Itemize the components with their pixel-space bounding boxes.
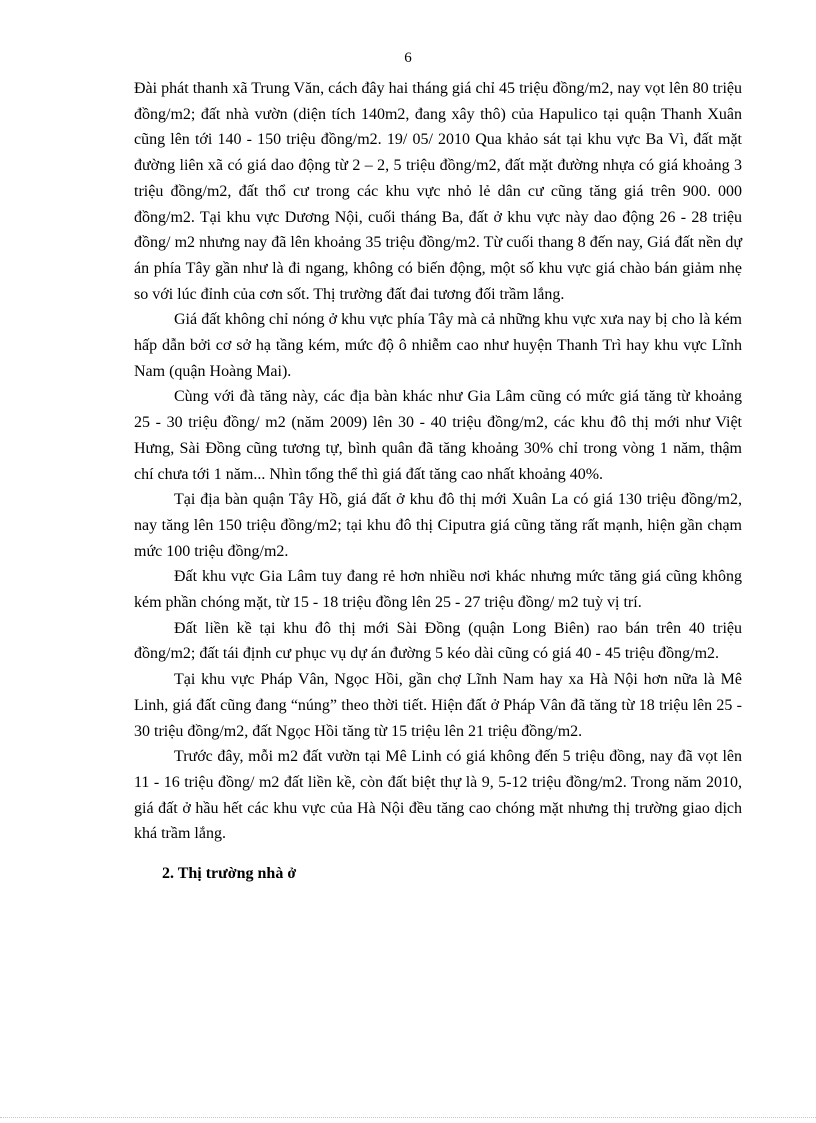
paragraph-1: Đài phát thanh xã Trung Văn, cách đây hai tháng giá chỉ 45 triệu đồng/m2, nay vọt lên 80 triệu đồng/m2; đất nhà vườn (diện tích 140m2, đang xây thô) của Hapulico tại quận Thanh Xuân cũng lên tới 140 - 150 triệu đồng/m2. 19/ 05/ 2010 Qua khảo sát tại khu vực Ba Vì, đất mặt đường liên xã có giá dao động từ 2 – 2, 5 triệu đồng/m2, đất mặt đường nhựa có giá khoảng 3 triệu đồng/m2, đất thổ cư trong các khu vực nhỏ lẻ dân cư cũng tăng giá trên 900. 000 đồng/m2. Tại khu vực Dương Nội, cuối tháng Ba, đất ở khu vực này dao động 26 - 28 triệu đồng/ m2 nhưng nay đã lên khoảng 35 triệu đồng/m2. Từ cuối thang 8 đến nay, Giá đất nền dự án phía Tây gần như là đi ngang, không có biến động, một số khu vực giá chào bán giảm nhẹ so với lúc đỉnh của cơn sốt. Thị trường đất đai tương đối trầm lắng. <box>134 80 742 303</box>
page-number: 6 <box>404 50 412 66</box>
paragraph-6: Đất liền kề tại khu đô thị mới Sài Đồng (quận Long Biên) rao bán trên 40 triệu đồng/m2; đất tái định cư phục vụ dự án đường 5 kéo dài cũng có giá 40 - 45 triệu đồng/m2. <box>134 619 742 663</box>
document-body <box>134 76 742 886</box>
paragraph-7: Tại khu vực Pháp Vân, Ngọc Hồi, gần chợ Lĩnh Nam hay xa Hà Nội hơn nữa là Mê Linh, giá đất cũng đang “núng” theo thời tiết. Hiện đất ở Pháp Vân đã tăng từ 18 triệu lên 25 - 30 triệu đồng/m2, đất Ngọc Hồi tăng từ 15 triệu lên 21 triệu đồng/m2. <box>134 671 742 740</box>
paragraph-8: Trước đây, mỗi m2 đất vườn tại Mê Linh có giá không đến 5 triệu đồng, nay đã vọt lên 11 - 16 triệu đồng/ m2 đất liền kề, còn đất biệt thự là 9, 5-12 triệu đồng/m2. Trong năm 2010, giá đất ở hầu hết các khu vực của Hà Nội đều tăng cao chóng mặt nhưng thị trường giao dịch khá trầm lắng. <box>134 748 742 843</box>
paragraph-2: Giá đất không chỉ nóng ở khu vực phía Tây mà cả những khu vực xưa nay bị cho là kém hấp dẫn bởi cơ sở hạ tầng kém, mức độ ô nhiễm cao như huyện Thanh Trì hay khu vực Lĩnh Nam (quận Hoàng Mai). <box>134 311 742 380</box>
page-bottom-divider <box>0 1117 816 1118</box>
paragraph-4: Tại địa bàn quận Tây Hồ, giá đất ở khu đô thị mới Xuân La có giá 130 triệu đồng/m2, nay tăng lên 150 triệu đồng/m2; tại khu đô thị Ciputra giá cũng tăng rất mạnh, hiện gần chạm mức 100 triệu đồng/m2. <box>134 491 742 560</box>
paragraph-5: Đất khu vực Gia Lâm tuy đang rẻ hơn nhiều nơi khác nhưng mức tăng giá cũng không kém phần chóng mặt, từ 15 - 18 triệu đồng lên 25 - 27 triệu đồng/ m2 tuỳ vị trí. <box>134 568 742 612</box>
paragraph-3: Cùng với đà tăng này, các địa bàn khác như Gia Lâm cũng có mức giá tăng từ khoảng 25 - 30 triệu đồng/ m2 (năm 2009) lên 30 - 40 triệu đồng/m2, các khu đô thị mới như Việt Hưng, Sài Đồng cũng tương tự, bình quân đã tăng khoảng 30% chỉ trong vòng 1 năm, thậm chí chưa tới 1 năm... Nhìn tổng thể thì giá đất tăng cao nhất khoảng 40%. <box>134 388 742 483</box>
section-heading: 2. Thị trường nhà ở <box>162 865 297 883</box>
